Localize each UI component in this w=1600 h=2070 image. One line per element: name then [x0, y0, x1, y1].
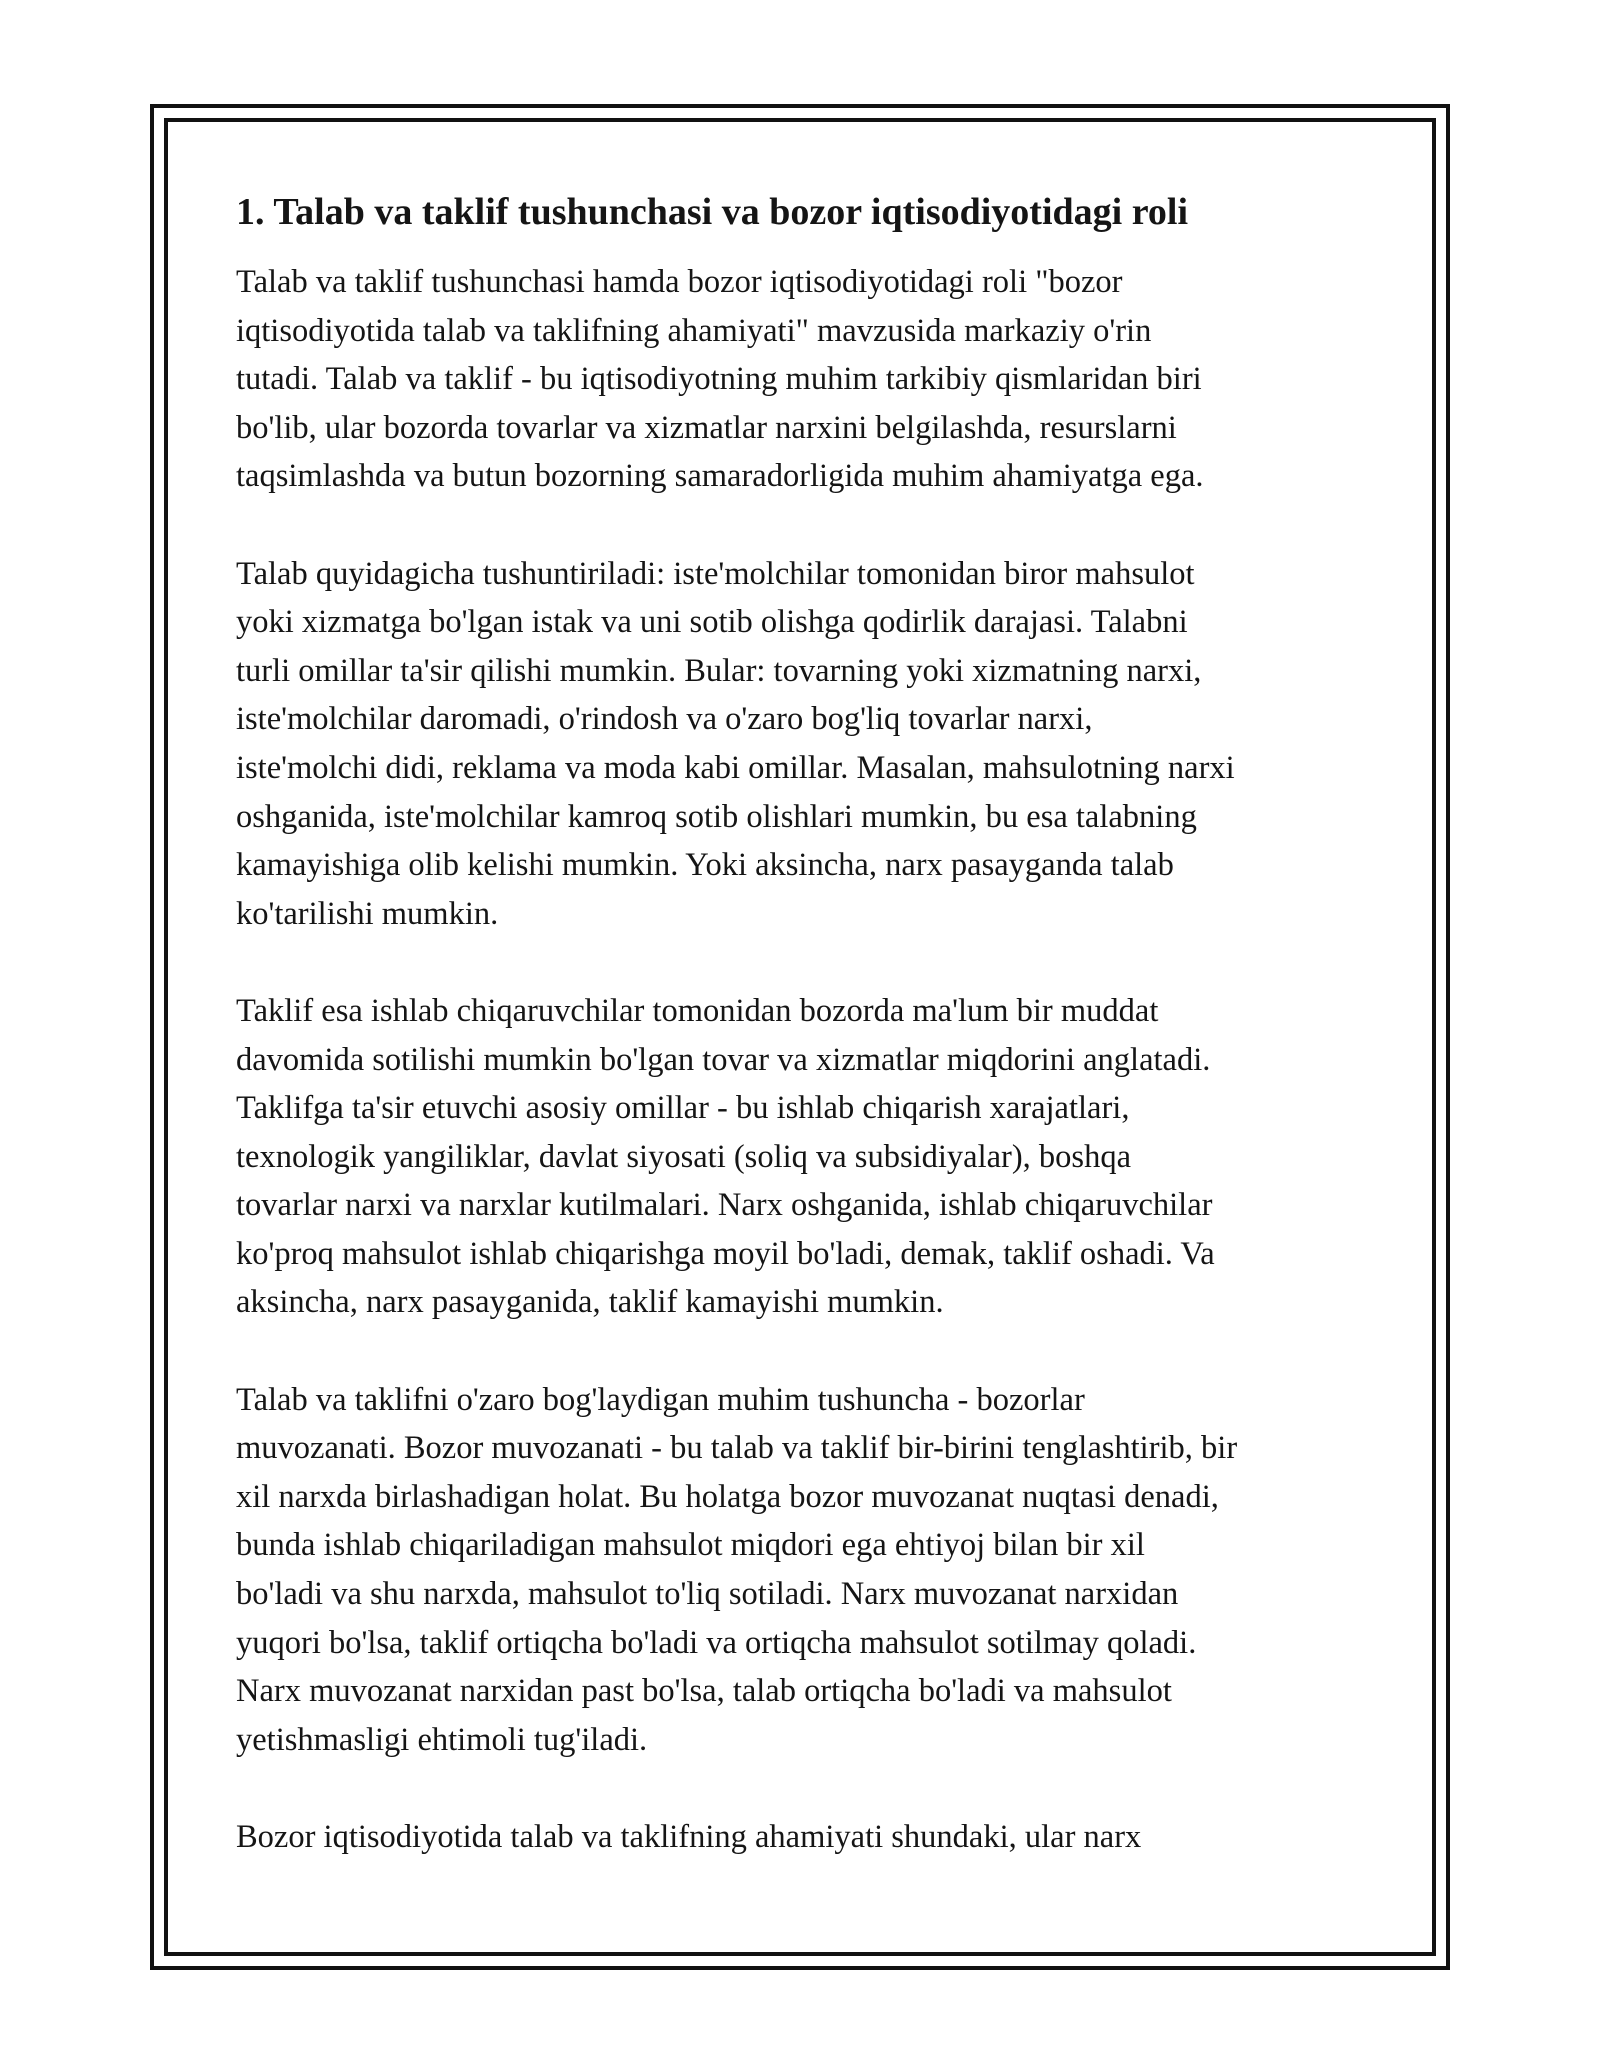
text-line: bo'ladi va shu narxda, mahsulot to'liq sotiladi. Narx muvozanat narxidan [236, 1576, 1179, 1613]
text-line: yoki xizmatga bo'lgan istak va uni sotib olishga qodirlik darajasi. Talabni [236, 604, 1188, 641]
text-line: Talab quyidagicha tushuntiriladi: iste'molchilar tomonidan biror mahsulot [236, 555, 1195, 592]
text-line: taqsimlashda va butun bozorning samaradorligida muhim ahamiyatga ega. [236, 458, 1204, 495]
text-line: Narx muvozanat narxidan past bo'lsa, talab ortiqcha bo'ladi va mahsulot [236, 1673, 1172, 1710]
text-line: ko'tarilishi mumkin. [236, 895, 499, 932]
text-line: iste'molchi didi, reklama va moda kabi omillar. Masalan, mahsulotning narxi [236, 749, 1235, 786]
text-line: yuqori bo'lsa, taklif ortiqcha bo'ladi va ortiqcha mahsulot sotilmay qoladi. [236, 1624, 1197, 1661]
text-line: bunda ishlab chiqariladigan mahsulot miqdori ega ehtiyoj bilan bir xil [236, 1527, 1145, 1564]
text-line: Taklifga ta'sir etuvchi asosiy omillar - bu ishlab chiqarish xarajatlari, [236, 1090, 1130, 1127]
text-line: tovarlar narxi va narxlar kutilmalari. Narx oshganida, ishlab chiqaruvchilar [236, 1187, 1213, 1224]
text-line: Talab va taklif tushunchasi hamda bozor iqtisodiyotidagi roli "bozor [236, 264, 1123, 300]
paragraph-1 [236, 258, 1376, 501]
text-line: kamayishiga olib kelishi mumkin. Yoki aksincha, narx pasayganda talab [236, 847, 1174, 884]
text-line: iqtisodiyotida talab va taklifning ahamiyati" mavzusida markaziy o'rin [236, 312, 1152, 349]
paragraph-4 [236, 1376, 1376, 1765]
paragraph-3 [236, 987, 1376, 1327]
text-line: iste'molchilar daromadi, o'rindosh va o'zaro bog'liq tovarlar narxi, [236, 701, 1093, 738]
text-line: turli omillar ta'sir qilishi mumkin. Bular: tovarning yoki xizmatning narxi, [236, 652, 1202, 689]
paragraph-2 [236, 550, 1376, 939]
text-line: Bozor iqtisodiyotida talab va taklifning ahamiyati shundaki, ular narx [236, 1819, 1142, 1855]
text-line: tutadi. Talab va taklif - bu iqtisodiyotning muhim tarkibiy qismlaridan biri [236, 361, 1202, 398]
text-line: aksincha, narx pasayganida, taklif kamayishi mumkin. [236, 1284, 944, 1321]
text-line: ko'proq mahsulot ishlab chiqarishga moyil bo'ladi, demak, taklif oshadi. Va [236, 1235, 1215, 1272]
text-line: xil narxda birlashadigan holat. Bu holatga bozor muvozanat nuqtasi denadi, [236, 1478, 1219, 1515]
text-line: yetishmasligi ehtimoli tug'iladi. [236, 1721, 648, 1758]
text-line: davomida sotilishi mumkin bo'lgan tovar va xizmatlar miqdorini anglatadi. [236, 1041, 1211, 1078]
text-line: Taklif esa ishlab chiqaruvchilar tomonidan bozorda ma'lum bir muddat [236, 992, 1159, 1029]
document-body [236, 188, 1376, 1910]
text-line: bo'lib, ular bozorda tovarlar va xizmatlar narxini belgilashda, resurslarni [236, 409, 1177, 446]
paragraph-5 [236, 1813, 1376, 1862]
text-line: muvozanati. Bozor muvozanati - bu talab va taklif bir-birini tenglashtirib, bir [236, 1430, 1238, 1467]
text-line: Talab va taklifni o'zaro bog'laydigan muhim tushuncha - bozorlar [236, 1381, 1085, 1418]
text-line: oshganida, iste'molchilar kamroq sotib olishlari mumkin, bu esa talabning [236, 798, 1197, 835]
text-line: texnologik yangiliklar, davlat siyosati (soliq va subsidiyalar), boshqa [236, 1138, 1132, 1175]
section-heading: 1. Talab va taklif tushunchasi va bozor iqtisodiyotidagi roli [236, 191, 1189, 233]
